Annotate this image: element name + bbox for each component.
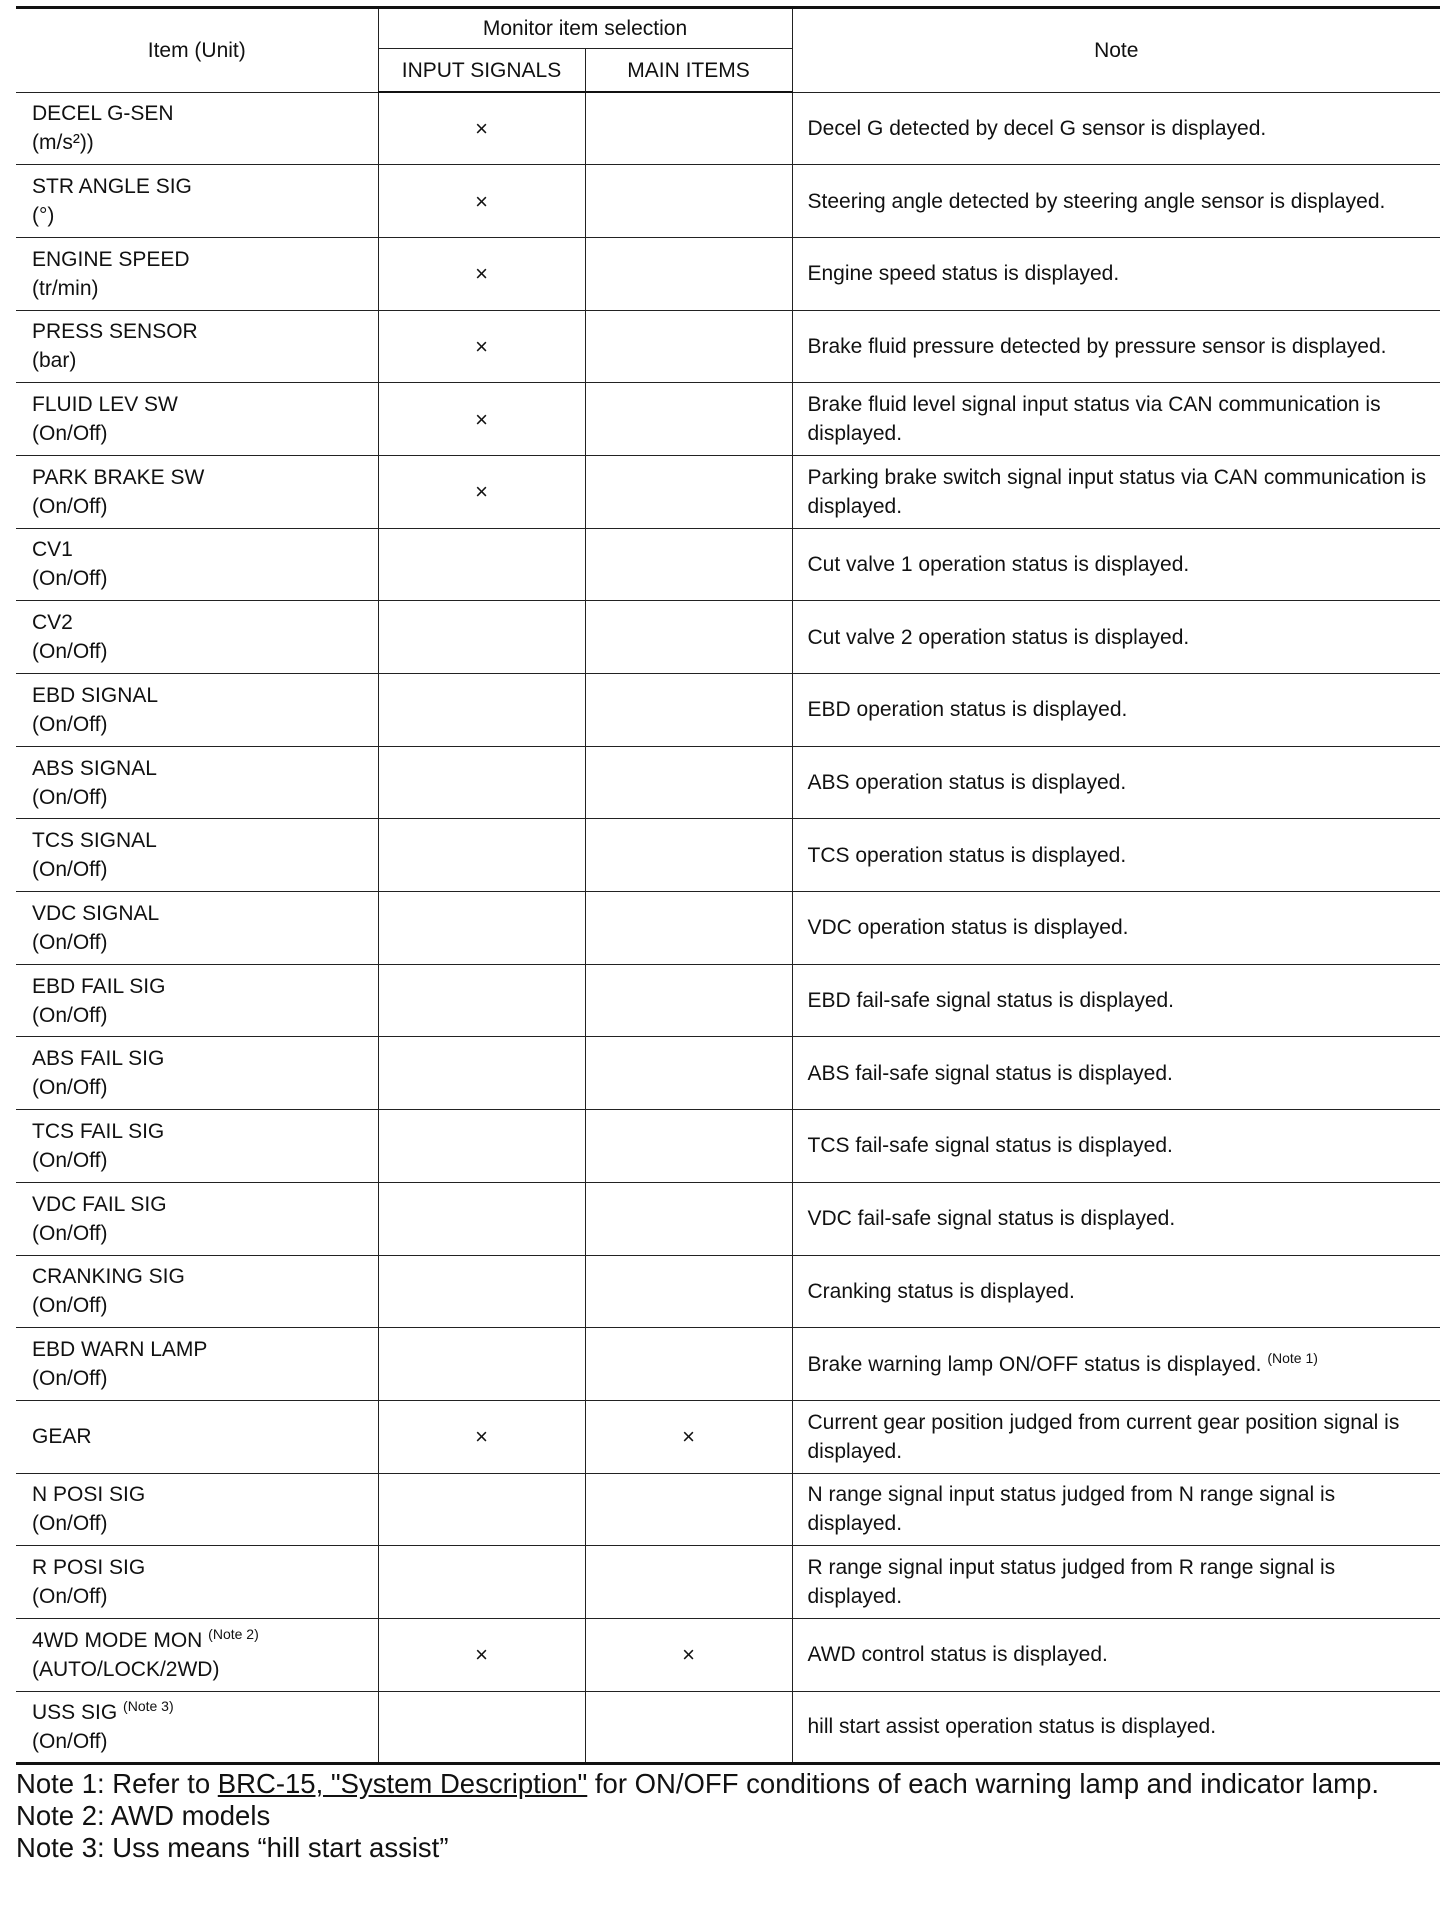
main-items-mark	[585, 746, 792, 819]
input-signals-mark	[378, 1037, 585, 1110]
main-items-mark	[585, 165, 792, 238]
item-cell	[16, 1618, 378, 1691]
note-cell	[792, 237, 1440, 310]
note-cell	[792, 1473, 1440, 1546]
item-unit: (On/Off)	[32, 567, 108, 591]
note-cell	[792, 674, 1440, 747]
item-cell	[16, 1473, 378, 1546]
main-items-mark	[585, 819, 792, 892]
note-cell	[792, 1691, 1440, 1764]
note-cell	[792, 1255, 1440, 1328]
item-unit: (On/Off)	[32, 1003, 108, 1027]
input-signals-mark: ×	[378, 165, 585, 238]
note-text: Parking brake switch signal input status via CAN communication is displayed.	[807, 465, 1427, 518]
input-signals-mark	[378, 1182, 585, 1255]
item-name: 4WD MODE MON	[32, 1628, 203, 1652]
main-items-mark	[585, 1255, 792, 1328]
main-items-mark	[585, 92, 792, 165]
input-signals-mark: ×	[378, 310, 585, 383]
footnotes	[16, 1768, 1440, 1864]
input-signals-mark	[378, 892, 585, 965]
note-cell	[792, 964, 1440, 1037]
item-cell	[16, 601, 378, 674]
item-name-line	[32, 463, 372, 492]
table-row	[16, 1037, 1440, 1110]
item-unit: (On/Off)	[32, 494, 108, 518]
note-cell	[792, 1182, 1440, 1255]
note-text: hill start assist operation status is displayed.	[807, 1715, 1217, 1739]
item-cell	[16, 310, 378, 383]
item-unit: (On/Off)	[32, 1729, 108, 1753]
item-cell	[16, 1546, 378, 1619]
main-items-mark	[585, 1182, 792, 1255]
footnote-1-prefix: Note 1: Refer to	[16, 1768, 218, 1800]
item-name: EBD SIGNAL	[32, 683, 159, 707]
note-text: Engine speed status is displayed.	[807, 262, 1120, 286]
table-row	[16, 455, 1440, 528]
note-cell	[792, 455, 1440, 528]
note-cell	[792, 528, 1440, 601]
note-text: EBD operation status is displayed.	[807, 698, 1128, 722]
item-name-line	[32, 1553, 372, 1582]
header-input-signals: INPUT SIGNALS	[378, 49, 585, 93]
table-row	[16, 1255, 1440, 1328]
item-name: DECEL G-SEN	[32, 102, 174, 126]
header-note: Note	[792, 8, 1440, 93]
note-text: Cranking status is displayed.	[807, 1279, 1075, 1303]
item-cell	[16, 528, 378, 601]
note-cell	[792, 892, 1440, 965]
main-items-mark: ×	[585, 1618, 792, 1691]
table-row	[16, 1473, 1440, 1546]
table-row	[16, 92, 1440, 165]
item-name: PARK BRAKE SW	[32, 465, 205, 489]
item-name: N POSI SIG	[32, 1483, 146, 1507]
note-text: R range signal input status judged from R range signal is displayed.	[807, 1556, 1336, 1609]
input-signals-mark: ×	[378, 92, 585, 165]
item-cell	[16, 237, 378, 310]
item-name: EBD WARN LAMP	[32, 1338, 208, 1362]
item-name: TCS FAIL SIG	[32, 1119, 165, 1143]
note-text: VDC fail-safe signal status is displayed.	[807, 1207, 1176, 1231]
main-items-mark	[585, 310, 792, 383]
table-row	[16, 819, 1440, 892]
reference-link-brc-15[interactable]: BRC-15, "System Description"	[217, 1768, 588, 1800]
item-name-line	[32, 1044, 372, 1073]
main-items-mark	[585, 237, 792, 310]
note-text: ABS fail-safe signal status is displayed.	[807, 1061, 1173, 1085]
note-text: ABS operation status is displayed.	[807, 771, 1127, 795]
item-cell	[16, 1037, 378, 1110]
item-name-line	[32, 1698, 372, 1727]
input-signals-mark	[378, 528, 585, 601]
note-text: AWD control status is displayed.	[807, 1643, 1108, 1667]
main-items-mark: ×	[585, 1400, 792, 1473]
item-unit: (m/s²))	[32, 131, 94, 155]
item-name-line	[32, 172, 372, 201]
note-text: Steering angle detected by steering angle sensor is displayed.	[807, 189, 1386, 213]
main-items-mark	[585, 383, 792, 456]
note-cell	[792, 92, 1440, 165]
input-signals-mark: ×	[378, 1618, 585, 1691]
item-cell	[16, 1182, 378, 1255]
item-unit: (On/Off)	[32, 640, 108, 664]
note-text: Brake fluid level signal input status via CAN communication is displayed.	[807, 393, 1381, 446]
input-signals-mark	[378, 601, 585, 674]
table-row	[16, 1618, 1440, 1691]
main-items-mark	[585, 1037, 792, 1110]
item-cell	[16, 1691, 378, 1764]
item-name: R POSI SIG	[32, 1556, 146, 1580]
table-row	[16, 1182, 1440, 1255]
input-signals-mark: ×	[378, 455, 585, 528]
note-cell	[792, 383, 1440, 456]
item-name: TCS SIGNAL	[32, 829, 157, 853]
item-name-line	[32, 1480, 372, 1509]
item-cell	[16, 1110, 378, 1183]
item-name-line	[32, 1422, 372, 1451]
note-text: Cut valve 2 operation status is displayed.	[807, 625, 1190, 649]
input-signals-mark	[378, 1473, 585, 1546]
item-cell	[16, 1255, 378, 1328]
item-name: ABS SIGNAL	[32, 756, 157, 780]
item-name-line	[32, 390, 372, 419]
input-signals-mark	[378, 674, 585, 747]
item-name-line	[32, 754, 372, 783]
item-name-line	[32, 899, 372, 928]
main-items-mark	[585, 601, 792, 674]
document-page	[16, 6, 1440, 1864]
item-cell	[16, 964, 378, 1037]
note-cell	[792, 1110, 1440, 1183]
table-row	[16, 310, 1440, 383]
item-unit: (On/Off)	[32, 1076, 108, 1100]
input-signals-mark	[378, 819, 585, 892]
input-signals-mark	[378, 1546, 585, 1619]
note-text: VDC operation status is displayed.	[807, 916, 1129, 940]
item-footnote-ref: (Note 2)	[208, 1625, 259, 1642]
item-name: CV2	[32, 611, 73, 635]
item-cell	[16, 819, 378, 892]
note-text: TCS fail-safe signal status is displayed.	[807, 1134, 1173, 1158]
item-name-line	[32, 317, 372, 346]
main-items-mark	[585, 1546, 792, 1619]
item-unit: (On/Off)	[32, 712, 108, 736]
input-signals-mark	[378, 1328, 585, 1401]
header-main-items: MAIN ITEMS	[585, 49, 792, 93]
main-items-mark	[585, 1473, 792, 1546]
table-row	[16, 1691, 1440, 1764]
item-name-line	[32, 535, 372, 564]
note-cell	[792, 310, 1440, 383]
note-text: TCS operation status is displayed.	[807, 843, 1127, 867]
item-unit: (bar)	[32, 349, 77, 373]
item-name-line	[32, 1117, 372, 1146]
item-name-line	[32, 681, 372, 710]
item-name-line	[32, 608, 372, 637]
item-name-line	[32, 1626, 372, 1655]
footnote-1	[16, 1768, 1440, 1800]
item-unit: (On/Off)	[32, 930, 108, 954]
item-cell	[16, 674, 378, 747]
item-unit: (On/Off)	[32, 1367, 108, 1391]
table-row	[16, 1328, 1440, 1401]
item-name: FLUID LEV SW	[32, 393, 178, 417]
input-signals-mark	[378, 1691, 585, 1764]
note-cell	[792, 601, 1440, 674]
item-cell	[16, 92, 378, 165]
footnote-3: Note 3: Uss means “hill start assist”	[16, 1832, 449, 1864]
item-unit: (On/Off)	[32, 1148, 108, 1172]
item-name-line	[32, 1335, 372, 1364]
header-monitor-item-selection: Monitor item selection	[378, 8, 792, 49]
monitor-item-table	[16, 6, 1440, 1765]
item-unit: (On/Off)	[32, 785, 108, 809]
item-unit: (On/Off)	[32, 858, 108, 882]
input-signals-mark: ×	[378, 1400, 585, 1473]
note-footnote-ref: (Note 1)	[1267, 1349, 1318, 1366]
main-items-mark	[585, 1328, 792, 1401]
main-items-mark	[585, 528, 792, 601]
item-name: ABS FAIL SIG	[32, 1047, 165, 1071]
note-cell	[792, 1037, 1440, 1110]
item-name-line	[32, 1190, 372, 1219]
note-cell	[792, 1618, 1440, 1691]
item-name: PRESS SENSOR	[32, 320, 198, 344]
table-header	[16, 8, 1440, 93]
item-name: EBD FAIL SIG	[32, 974, 166, 998]
item-name: VDC FAIL SIG	[32, 1192, 167, 1216]
table-row	[16, 892, 1440, 965]
input-signals-mark	[378, 964, 585, 1037]
footnote-1-suffix: for ON/OFF conditions of each warning lamp and indicator lamp.	[587, 1768, 1380, 1800]
table-body	[16, 92, 1440, 1764]
table-row	[16, 1110, 1440, 1183]
main-items-mark	[585, 892, 792, 965]
table-row	[16, 964, 1440, 1037]
item-cell	[16, 455, 378, 528]
main-items-mark	[585, 455, 792, 528]
table-row	[16, 1400, 1440, 1473]
item-name-line	[32, 1262, 372, 1291]
input-signals-mark: ×	[378, 237, 585, 310]
item-unit: (On/Off)	[32, 1585, 108, 1609]
main-items-mark	[585, 674, 792, 747]
input-signals-mark	[378, 746, 585, 819]
item-name: GEAR	[32, 1425, 92, 1449]
note-cell	[792, 1328, 1440, 1401]
note-cell	[792, 1400, 1440, 1473]
item-cell	[16, 165, 378, 238]
item-name-line	[32, 826, 372, 855]
header-item-unit: Item (Unit)	[16, 8, 378, 93]
table-row	[16, 601, 1440, 674]
note-cell	[792, 746, 1440, 819]
note-text: Brake warning lamp ON/OFF status is displayed.	[807, 1352, 1262, 1376]
item-name: CRANKING SIG	[32, 1265, 185, 1289]
note-cell	[792, 165, 1440, 238]
item-name: STR ANGLE SIG	[32, 175, 192, 199]
note-text: Cut valve 1 operation status is displayed.	[807, 552, 1190, 576]
note-text: EBD fail-safe signal status is displayed.	[807, 989, 1175, 1013]
table-row	[16, 165, 1440, 238]
item-name: CV1	[32, 538, 73, 562]
item-cell	[16, 1328, 378, 1401]
item-unit: (tr/min)	[32, 276, 99, 300]
item-name-line	[32, 972, 372, 1001]
item-unit: (On/Off)	[32, 1294, 108, 1318]
table-row	[16, 746, 1440, 819]
item-unit: (On/Off)	[32, 422, 108, 446]
note-cell	[792, 1546, 1440, 1619]
item-cell	[16, 892, 378, 965]
main-items-mark	[585, 1691, 792, 1764]
item-name: VDC SIGNAL	[32, 901, 160, 925]
main-items-mark	[585, 964, 792, 1037]
input-signals-mark	[378, 1255, 585, 1328]
footnote-2: Note 2: AWD models	[16, 1800, 271, 1832]
item-name: USS SIG	[32, 1700, 118, 1724]
note-text: Current gear position judged from current gear position signal is displayed.	[807, 1410, 1400, 1463]
item-cell	[16, 1400, 378, 1473]
note-text: Brake fluid pressure detected by pressure sensor is displayed.	[807, 334, 1387, 358]
item-cell	[16, 383, 378, 456]
note-text: N range signal input status judged from N range signal is displayed.	[807, 1483, 1336, 1536]
item-unit: (On/Off)	[32, 1512, 108, 1536]
table-row	[16, 674, 1440, 747]
item-unit: (AUTO/LOCK/2WD)	[32, 1657, 220, 1681]
table-row	[16, 1546, 1440, 1619]
item-name: ENGINE SPEED	[32, 247, 190, 271]
note-cell	[792, 819, 1440, 892]
item-name-line	[32, 245, 372, 274]
main-items-mark	[585, 1110, 792, 1183]
input-signals-mark: ×	[378, 383, 585, 456]
item-cell	[16, 746, 378, 819]
item-name-line	[32, 99, 372, 128]
table-row	[16, 237, 1440, 310]
item-unit: (°)	[32, 204, 55, 228]
note-text: Decel G detected by decel G sensor is displayed.	[807, 116, 1267, 140]
table-row	[16, 383, 1440, 456]
item-unit: (On/Off)	[32, 1221, 108, 1245]
item-footnote-ref: (Note 3)	[123, 1697, 174, 1714]
table-row	[16, 528, 1440, 601]
input-signals-mark	[378, 1110, 585, 1183]
